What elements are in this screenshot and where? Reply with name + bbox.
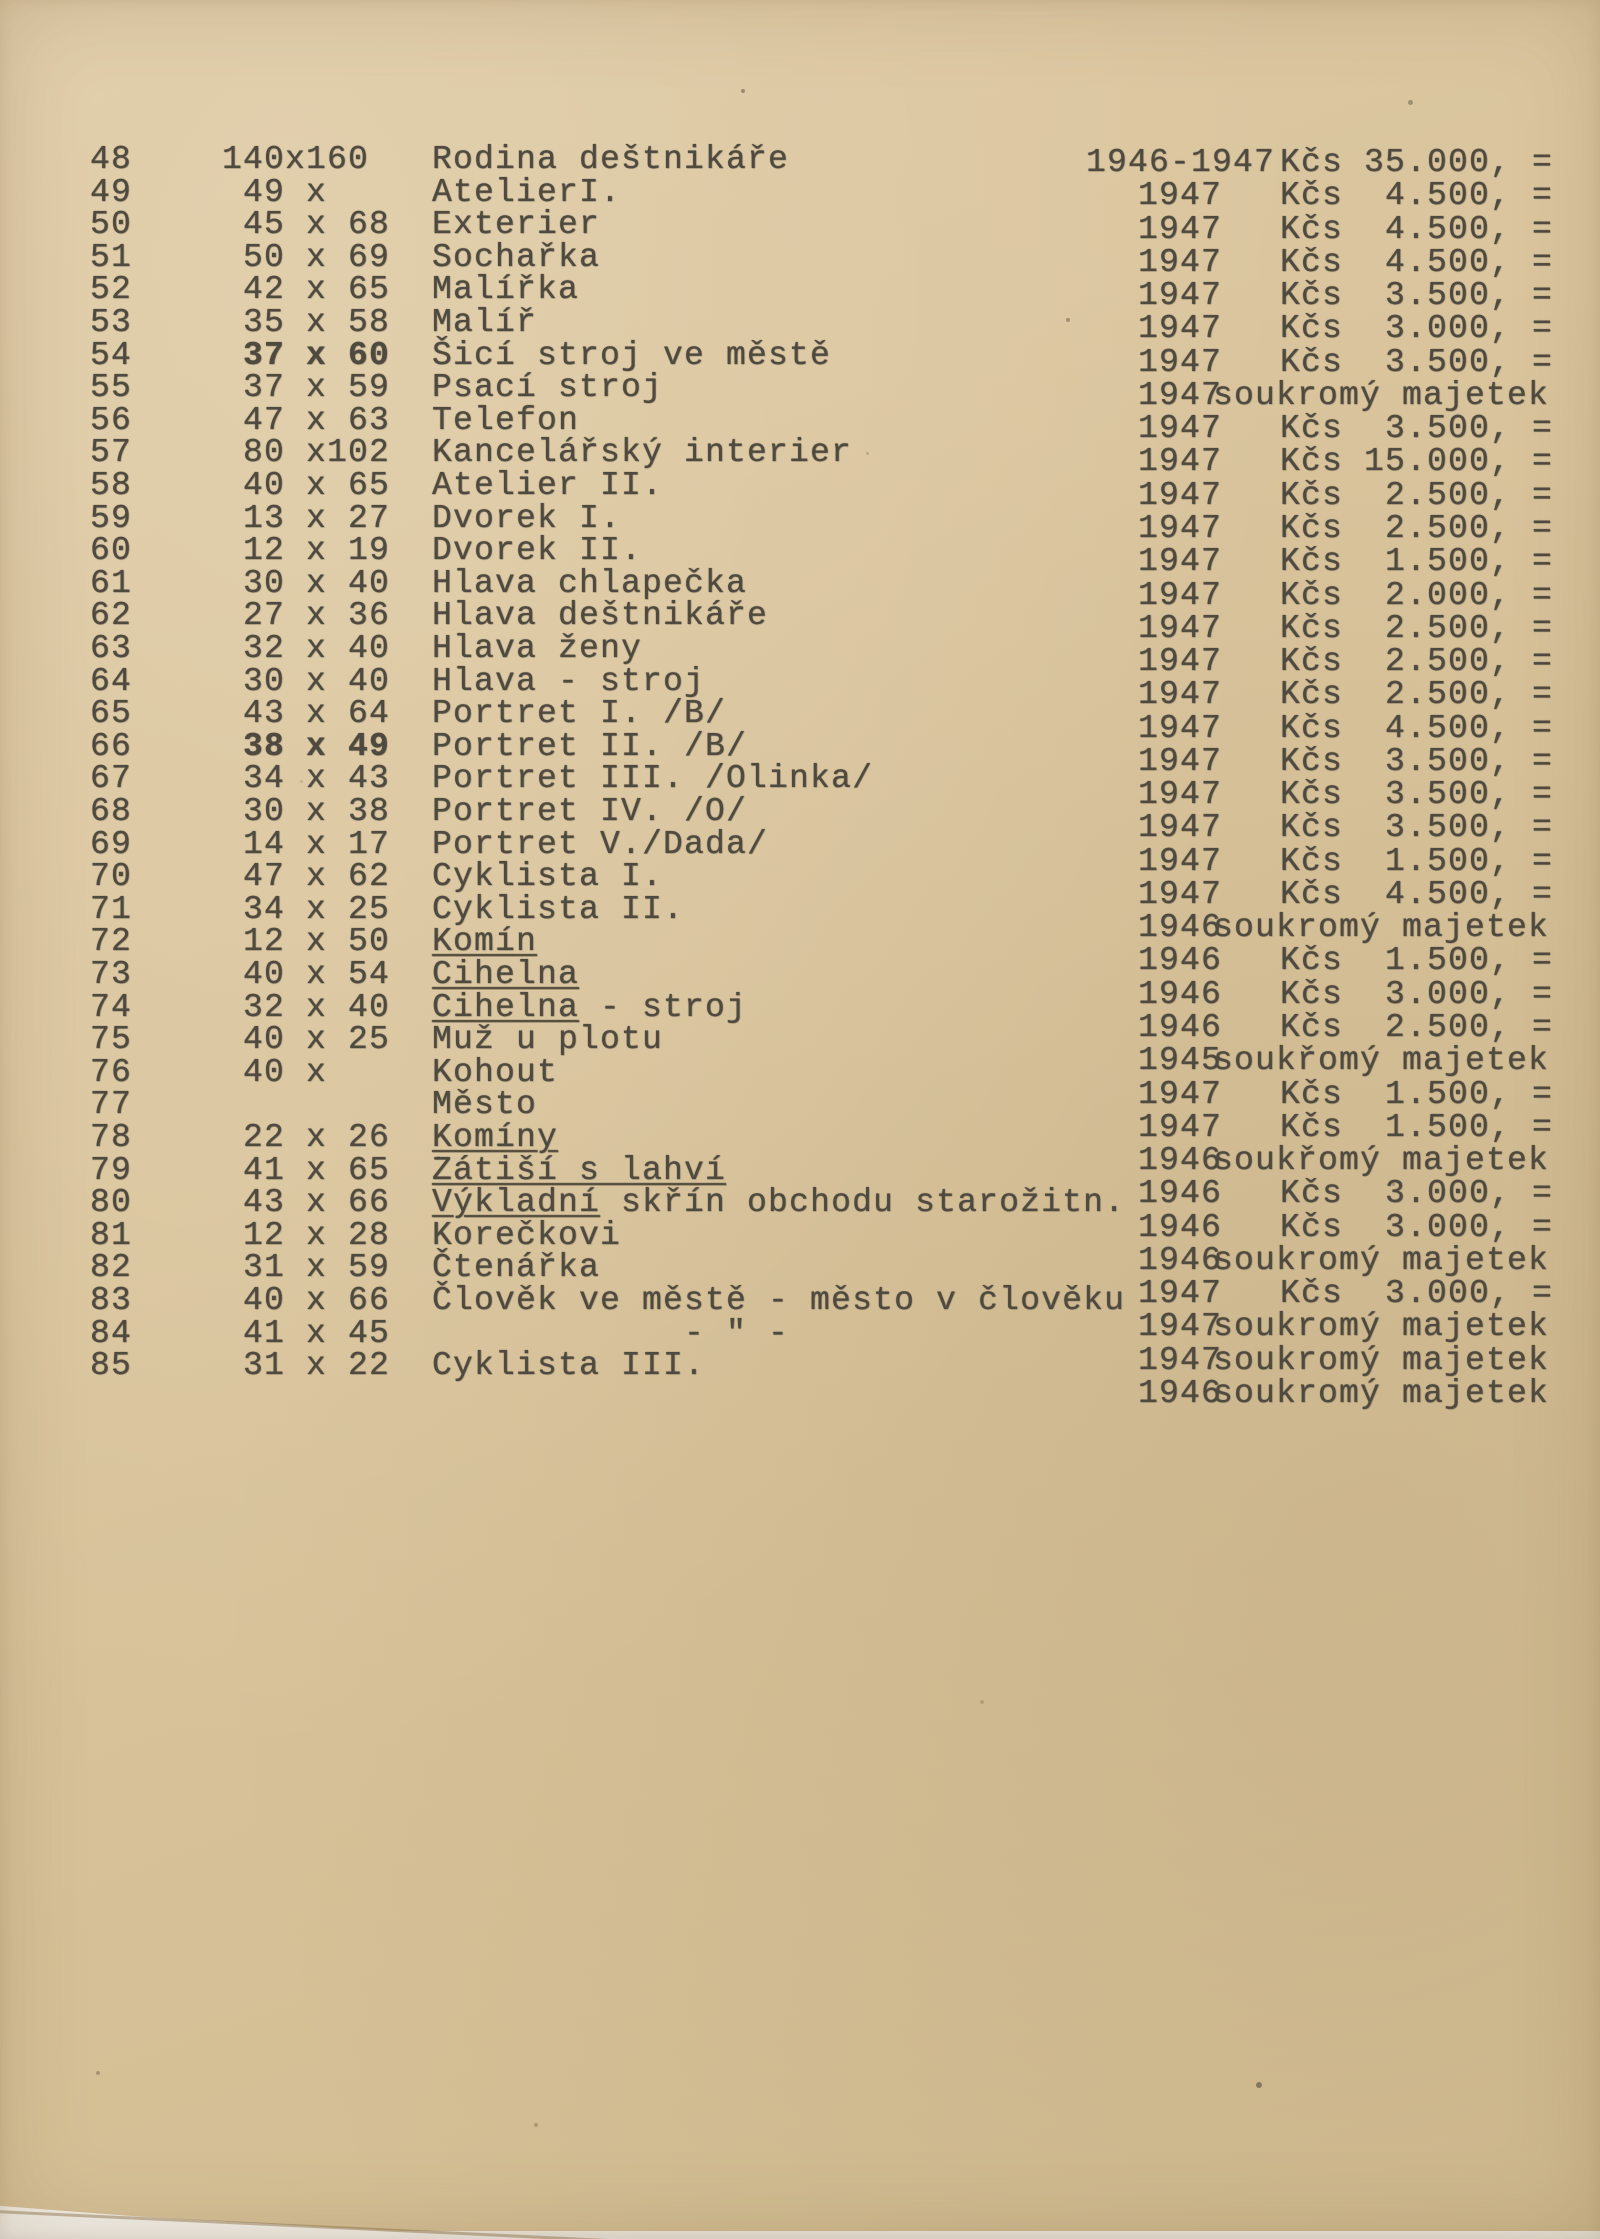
- dimensions: 140x160: [222, 141, 370, 178]
- artwork-title: Město: [432, 1086, 538, 1123]
- year: 1945: [1137, 1042, 1222, 1079]
- artwork-title: Cihelna - stroj: [432, 989, 748, 1026]
- dimensions: 12 x 50: [222, 923, 391, 960]
- artwork-title-underlined: Cihelna: [432, 989, 580, 1026]
- year: 1947: [1137, 410, 1222, 447]
- dimensions: 13 x 27: [222, 500, 391, 537]
- dimensions: 41 x 45: [222, 1315, 391, 1352]
- artwork-title: Člověk ve městě - město v člověku: [432, 1282, 1126, 1319]
- artwork-title: Cyklista III.: [432, 1347, 706, 1384]
- price: Kčs 4.500, =: [1280, 211, 1554, 248]
- year: 1946: [1137, 1142, 1222, 1179]
- dimensions: 45 x 68: [222, 206, 391, 243]
- year: 1946-1947: [1086, 144, 1276, 181]
- dimensions: 30 x 38: [222, 793, 391, 830]
- item-number: 62: [90, 597, 133, 634]
- year: 1947: [1137, 776, 1222, 813]
- paper-speck: [534, 2123, 538, 2127]
- ownership: soukromý majetek: [1213, 1242, 1550, 1279]
- paper-speck: [866, 452, 869, 455]
- price: Kčs 4.500, =: [1280, 710, 1554, 747]
- price: Kčs 4.500, =: [1280, 244, 1554, 281]
- artwork-title: Malířka: [432, 271, 580, 308]
- paper-speck: [437, 1156, 440, 1159]
- price: Kčs 35.000, =: [1280, 144, 1554, 181]
- price: Kčs 3.000, =: [1280, 1275, 1554, 1312]
- dimensions: 50 x 69: [222, 239, 391, 276]
- artwork-title: Portret V./Dada/: [432, 826, 769, 863]
- price: Kčs 3.500, =: [1280, 344, 1554, 381]
- artwork-title: Exterier: [432, 206, 601, 243]
- artwork-title: Rodina deštnikáře: [432, 141, 790, 178]
- ownership: soukromý majetek: [1213, 909, 1550, 946]
- artwork-title: Muž u plotu: [432, 1021, 664, 1058]
- artwork-title: Hlava - stroj: [432, 663, 706, 700]
- item-number: 66: [90, 728, 133, 765]
- dimensions: 14 x 17: [222, 826, 391, 863]
- price: Kčs 2.500, =: [1280, 1009, 1554, 1046]
- item-number: 73: [90, 956, 133, 993]
- price: Kčs 3.500, =: [1280, 410, 1554, 447]
- ownership: soukřomý majetek: [1213, 1142, 1550, 1179]
- item-number: 70: [90, 858, 133, 895]
- item-number: 48: [90, 141, 133, 178]
- dimensions: 40 x 65: [222, 467, 391, 504]
- year: 1947: [1137, 843, 1222, 880]
- year: 1946: [1137, 1175, 1222, 1212]
- dimensions: 34 x 43: [222, 760, 391, 797]
- ownership: soukřomý majetek: [1213, 1042, 1550, 1079]
- price: Kčs 15.000, =: [1280, 443, 1554, 480]
- artwork-title-underlined: Komín: [432, 923, 538, 960]
- item-number: 53: [90, 304, 133, 341]
- artwork-title: Hlava chlapečka: [432, 565, 748, 602]
- year: 1947: [1137, 277, 1222, 314]
- dimensions: 37 x 60: [222, 337, 391, 374]
- item-number: 68: [90, 793, 133, 830]
- item-number: 71: [90, 891, 133, 928]
- year: 1947: [1137, 477, 1222, 514]
- item-number: 83: [90, 1282, 133, 1319]
- price: Kčs 1.500, =: [1280, 1076, 1554, 1113]
- artwork-title: Malíř: [432, 304, 538, 341]
- year: 1947: [1137, 211, 1222, 248]
- ownership: soukromý majetek: [1213, 1308, 1550, 1345]
- artwork-title: Kancelářský interier: [432, 434, 853, 471]
- dimensions: 32 x 40: [222, 989, 391, 1026]
- item-number: 49: [90, 174, 133, 211]
- artwork-title: [432, 958, 579, 992]
- year: 1947: [1137, 244, 1222, 281]
- paper-speck: [980, 1700, 984, 1704]
- item-number: 72: [90, 923, 133, 960]
- year: 1947: [1137, 610, 1222, 647]
- year: 1947: [1137, 743, 1222, 780]
- paper-speck: [1256, 2082, 1262, 2088]
- dimensions: 27 x 36: [222, 597, 391, 634]
- artwork-title-underlined: Zátiší s lahví: [432, 1152, 727, 1189]
- paper-speck: [741, 89, 745, 93]
- item-number: 85: [90, 1347, 133, 1384]
- price: Kčs 3.000, =: [1280, 1175, 1554, 1212]
- year: 1947: [1137, 1076, 1222, 1113]
- artwork-title: Sochařka: [432, 239, 601, 276]
- ownership: soukromý majetek: [1213, 377, 1550, 414]
- year: 1947: [1137, 643, 1222, 680]
- item-number: 81: [90, 1217, 133, 1254]
- dimensions: 42 x 65: [222, 271, 391, 308]
- paper-speck: [300, 780, 303, 783]
- item-number: 59: [90, 500, 133, 537]
- item-number: 61: [90, 565, 133, 602]
- item-number: 84: [90, 1315, 133, 1352]
- item-number: 63: [90, 630, 133, 667]
- dimensions: 40 x 54: [222, 956, 391, 993]
- price: Kčs 1.500, =: [1280, 543, 1554, 580]
- dimensions: 49 x: [222, 174, 328, 211]
- dimensions: 34 x 25: [222, 891, 391, 928]
- year: 1947: [1137, 1109, 1222, 1146]
- year: 1947: [1137, 710, 1222, 747]
- item-number: 54: [90, 337, 133, 374]
- dimensions: 32 x 40: [222, 630, 391, 667]
- year: 1946: [1137, 976, 1222, 1013]
- item-number: 69: [90, 826, 133, 863]
- dimensions: 38 x 49: [222, 728, 391, 765]
- price: Kčs 4.500, =: [1280, 876, 1554, 913]
- paper-speck: [1408, 100, 1413, 105]
- item-number: 78: [90, 1119, 133, 1156]
- artwork-title: AtelierI.: [432, 174, 622, 211]
- dimensions: 47 x 63: [222, 402, 391, 439]
- item-number: 51: [90, 239, 133, 276]
- year: 1947: [1137, 1275, 1222, 1312]
- ownership: soukromý majetek: [1213, 1342, 1550, 1379]
- year: 1946: [1137, 909, 1222, 946]
- price: Kčs 2.500, =: [1280, 610, 1554, 647]
- dimensions: 12 x 28: [222, 1217, 391, 1254]
- year: 1947: [1137, 1342, 1222, 1379]
- year: 1947: [1137, 577, 1222, 614]
- dimensions: 31 x 22: [222, 1347, 391, 1384]
- artwork-title: - " -: [432, 1315, 790, 1352]
- price: Kčs 2.500, =: [1280, 676, 1554, 713]
- item-number: 58: [90, 467, 133, 504]
- dimensions: 30 x 40: [222, 565, 391, 602]
- dimensions: 22 x 26: [222, 1119, 391, 1156]
- artwork-title: Telefon: [432, 402, 580, 439]
- price: Kčs 2.500, =: [1280, 643, 1554, 680]
- dimensions: 12 x 19: [222, 532, 391, 569]
- artwork-title: Šicí stroj ve městě: [432, 337, 832, 374]
- year: 1946: [1137, 1009, 1222, 1046]
- price: Kčs 3.500, =: [1280, 743, 1554, 780]
- price: Kčs 1.500, =: [1280, 942, 1554, 979]
- item-number: 75: [90, 1021, 133, 1058]
- dimensions: 41 x 65: [222, 1152, 391, 1189]
- price: Kčs 3.500, =: [1280, 277, 1554, 314]
- artwork-title: Výkladní skřín obchodu starožitn.: [432, 1184, 1126, 1221]
- dimensions: 47 x 62: [222, 858, 391, 895]
- artwork-title: Portret I. /B/: [432, 695, 727, 732]
- artwork-title: Psací stroj: [432, 369, 664, 406]
- dimensions: 40 x: [222, 1054, 328, 1091]
- paper-speck: [1066, 318, 1070, 322]
- price: Kčs 3.500, =: [1280, 776, 1554, 813]
- item-number: 52: [90, 271, 133, 308]
- year: 1947: [1137, 676, 1222, 713]
- item-number: 76: [90, 1054, 133, 1091]
- year: 1947: [1137, 543, 1222, 580]
- year: 1947: [1137, 1308, 1222, 1345]
- year: 1947: [1137, 310, 1222, 347]
- item-number: 55: [90, 369, 133, 406]
- year: 1947: [1137, 377, 1222, 414]
- artwork-title-underlined: Cihelna: [432, 956, 580, 993]
- artwork-title: [432, 925, 537, 959]
- artwork-title: Cyklista I.: [432, 858, 664, 895]
- artwork-title: Atelier II.: [432, 467, 664, 504]
- item-number: 82: [90, 1249, 133, 1286]
- item-number: 64: [90, 663, 133, 700]
- artwork-title-underlined: Výkladní: [432, 1184, 601, 1221]
- paper-speck: [96, 2071, 100, 2075]
- artwork-title: Čtenářka: [432, 1249, 601, 1286]
- price: Kčs 2.500, =: [1280, 477, 1554, 514]
- paper-speck: [1392, 1183, 1395, 1186]
- year: 1946: [1137, 1375, 1222, 1412]
- artwork-title: Dvorek I.: [432, 500, 622, 537]
- year: 1946: [1137, 1242, 1222, 1279]
- artwork-title: Korečkovi: [432, 1217, 622, 1254]
- artwork-title: Hlava ženy: [432, 630, 643, 667]
- item-number: 77: [90, 1086, 133, 1123]
- item-number: 80: [90, 1184, 133, 1221]
- year: 1947: [1137, 809, 1222, 846]
- price: Kčs 2.000, =: [1280, 577, 1554, 614]
- price: Kčs 1.500, =: [1280, 843, 1554, 880]
- artwork-title: Dvorek II.: [432, 532, 643, 569]
- item-number: 57: [90, 434, 133, 471]
- year: 1946: [1137, 1209, 1222, 1246]
- ownership: soukromý majetek: [1213, 1375, 1550, 1412]
- dimensions: 30 x 40: [222, 663, 391, 700]
- price: Kčs 3.500, =: [1280, 809, 1554, 846]
- year: 1947: [1137, 177, 1222, 214]
- artwork-title: [432, 1121, 558, 1155]
- dimensions: 40 x 66: [222, 1282, 391, 1319]
- item-number: 56: [90, 402, 133, 439]
- year: 1947: [1137, 510, 1222, 547]
- price: Kčs 1.500, =: [1280, 1109, 1554, 1146]
- dimensions: 40 x 25: [222, 1021, 391, 1058]
- dimensions: 43 x 66: [222, 1184, 391, 1221]
- price: Kčs 2.500, =: [1280, 510, 1554, 547]
- price: Kčs 4.500, =: [1280, 177, 1554, 214]
- item-number: 79: [90, 1152, 133, 1189]
- item-number: 67: [90, 760, 133, 797]
- year: 1946: [1137, 942, 1222, 979]
- artwork-title: Portret IV. /O/: [432, 793, 748, 830]
- item-number: 74: [90, 989, 133, 1026]
- dimensions: 37 x 59: [222, 369, 391, 406]
- paper-speck: [1470, 960, 1473, 963]
- dimensions: 35 x 58: [222, 304, 391, 341]
- year: 1947: [1137, 876, 1222, 913]
- dimensions: 31 x 59: [222, 1249, 391, 1286]
- price: Kčs 3.000, =: [1280, 310, 1554, 347]
- dimensions: 80 x102: [222, 434, 391, 471]
- artwork-title: Cyklista II.: [432, 891, 685, 928]
- year: 1947: [1137, 443, 1222, 480]
- item-number: 60: [90, 532, 133, 569]
- item-number: 65: [90, 695, 133, 732]
- artwork-title: [432, 1154, 726, 1188]
- artwork-title-underlined: Komíny: [432, 1119, 559, 1156]
- item-number: 50: [90, 206, 133, 243]
- artwork-title: Portret III. /Olinka/: [432, 760, 874, 797]
- year: 1947: [1137, 344, 1222, 381]
- artwork-title: Portret II. /B/: [432, 728, 748, 765]
- artwork-title: Hlava deštnikáře: [432, 597, 769, 634]
- artwork-title: Kohout: [432, 1054, 559, 1091]
- dimensions: 43 x 64: [222, 695, 391, 732]
- price: Kčs 3.000, =: [1280, 976, 1554, 1013]
- price: Kčs 3.000, =: [1280, 1209, 1554, 1246]
